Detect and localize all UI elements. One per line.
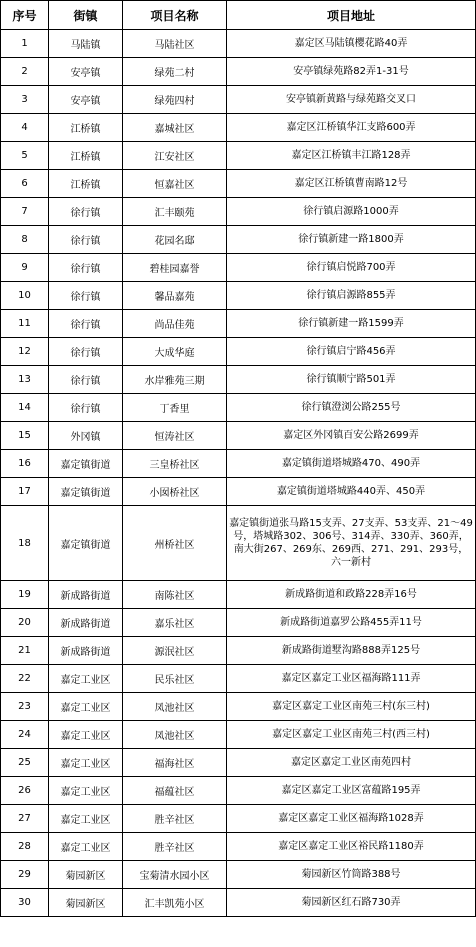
table-row [1,805,476,833]
row-project-name-cell: 汇丰颐苑 [123,198,227,226]
table-row [1,609,476,637]
row-index-cell: 13 [1,366,49,394]
row-town-cell: 徐行镇 [49,254,123,282]
row-address-cell: 嘉定区嘉定工业区富蕴路195弄 [227,777,476,805]
row-project-name-cell: 福蕴社区 [123,777,227,805]
table-row [1,749,476,777]
row-project-name-cell: 绿苑四村 [123,86,227,114]
table-row [1,721,476,749]
row-index-cell: 26 [1,777,49,805]
row-town-cell: 嘉定工业区 [49,665,123,693]
row-index-cell: 11 [1,310,49,338]
row-address-cell: 嘉定区嘉定工业区福海路111弄 [227,665,476,693]
row-index-cell: 7 [1,198,49,226]
row-address-cell: 徐行镇启源路1000弄 [227,198,476,226]
row-town-cell: 外冈镇 [49,422,123,450]
table-row [1,450,476,478]
row-index-cell: 30 [1,889,49,917]
row-project-name-cell: 小囡桥社区 [123,478,227,506]
table-row [1,226,476,254]
table-row [1,777,476,805]
row-address-cell: 徐行镇顺宁路501弄 [227,366,476,394]
table-row [1,366,476,394]
row-town-cell: 安亭镇 [49,58,123,86]
row-index-cell: 25 [1,749,49,777]
row-address-cell: 嘉定区江桥镇丰江路128弄 [227,142,476,170]
row-index-cell: 19 [1,581,49,609]
table-row [1,338,476,366]
table-row [1,665,476,693]
row-project-name-cell: 大成华庭 [123,338,227,366]
row-address-cell: 新成路街道嘉罗公路455弄11号 [227,609,476,637]
row-project-name-cell: 汇丰凯苑小区 [123,889,227,917]
row-address-cell: 嘉定区江桥镇华江支路600弄 [227,114,476,142]
row-address-cell: 安亭镇绿苑路82弄1-31号 [227,58,476,86]
row-town-cell: 新成路街道 [49,581,123,609]
row-project-name-cell: 恒嘉社区 [123,170,227,198]
row-project-name-cell: 绿苑二村 [123,58,227,86]
row-project-name-cell: 尚品佳苑 [123,310,227,338]
row-index-cell: 22 [1,665,49,693]
table-row [1,58,476,86]
table-row [1,310,476,338]
table-row [1,478,476,506]
table-row [1,142,476,170]
row-town-cell: 徐行镇 [49,394,123,422]
row-address-cell: 菊园新区红石路730弄 [227,889,476,917]
row-town-cell: 嘉定镇街道 [49,450,123,478]
table-row [1,198,476,226]
row-address-cell: 嘉定区外冈镇百安公路2699弄 [227,422,476,450]
row-town-cell: 嘉定镇街道 [49,506,123,581]
header-row [1,1,476,30]
header-project-name: 项目名称 [123,1,227,30]
row-address-cell: 安亭镇新黄路与绿苑路交叉口 [227,86,476,114]
row-address-cell: 嘉定区嘉定工业区南苑三村(东三村) [227,693,476,721]
row-index-cell: 6 [1,170,49,198]
row-town-cell: 嘉定镇街道 [49,478,123,506]
row-index-cell: 23 [1,693,49,721]
row-address-cell: 嘉定区嘉定工业区福海路1028弄 [227,805,476,833]
row-town-cell: 江桥镇 [49,170,123,198]
header-index: 序号 [1,1,49,30]
row-town-cell: 徐行镇 [49,366,123,394]
table-body [1,30,476,917]
table-row [1,394,476,422]
row-address-cell: 新成路街道墅沟路888弄125号 [227,637,476,665]
row-project-name-cell: 凤池社区 [123,721,227,749]
row-index-cell: 29 [1,861,49,889]
row-project-name-cell: 水岸雅苑三期 [123,366,227,394]
row-address-cell: 嘉定镇街道张马路15支弄、27支弄、53支弄、21～49号，塔城路302、306号、314弄、330弄、360弄，南大街267、269东、269西、271、291、293号，六一新村 [227,506,476,581]
row-town-cell: 新成路街道 [49,637,123,665]
row-index-cell: 16 [1,450,49,478]
row-town-cell: 江桥镇 [49,114,123,142]
table-row [1,833,476,861]
header-project-address: 项目地址 [227,1,476,30]
table-row [1,30,476,58]
row-index-cell: 20 [1,609,49,637]
row-town-cell: 徐行镇 [49,338,123,366]
row-town-cell: 徐行镇 [49,198,123,226]
row-address-cell: 徐行镇澄浏公路255号 [227,394,476,422]
row-address-cell: 徐行镇启悦路700弄 [227,254,476,282]
table-row [1,86,476,114]
row-address-cell: 菊园新区竹筒路388号 [227,861,476,889]
row-project-name-cell: 江安社区 [123,142,227,170]
row-index-cell: 21 [1,637,49,665]
row-project-name-cell: 福海社区 [123,749,227,777]
row-project-name-cell: 三皇桥社区 [123,450,227,478]
row-town-cell: 嘉定工业区 [49,749,123,777]
row-index-cell: 24 [1,721,49,749]
row-index-cell: 3 [1,86,49,114]
row-project-name-cell: 丁香里 [123,394,227,422]
row-address-cell: 嘉定区嘉定工业区裕民路1180弄 [227,833,476,861]
row-index-cell: 8 [1,226,49,254]
row-address-cell: 徐行镇启源路855弄 [227,282,476,310]
row-index-cell: 18 [1,506,49,581]
row-address-cell: 新成路街道和政路228弄16号 [227,581,476,609]
row-index-cell: 15 [1,422,49,450]
table-row [1,889,476,917]
row-project-name-cell: 嘉城社区 [123,114,227,142]
row-project-name-cell: 恒涛社区 [123,422,227,450]
row-town-cell: 安亭镇 [49,86,123,114]
row-town-cell: 嘉定工业区 [49,833,123,861]
row-project-name-cell: 花园名邸 [123,226,227,254]
row-town-cell: 菊园新区 [49,889,123,917]
row-address-cell: 嘉定区嘉定工业区南苑四村 [227,749,476,777]
row-index-cell: 17 [1,478,49,506]
table-row [1,170,476,198]
row-index-cell: 4 [1,114,49,142]
header-town: 街镇 [49,1,123,30]
row-index-cell: 2 [1,58,49,86]
row-index-cell: 12 [1,338,49,366]
row-project-name-cell: 州桥社区 [123,506,227,581]
row-project-name-cell: 胜辛社区 [123,833,227,861]
row-project-name-cell: 碧桂园嘉誉 [123,254,227,282]
row-address-cell: 嘉定镇街道塔城路470、490弄 [227,450,476,478]
table-row [1,114,476,142]
row-project-name-cell: 馨品嘉苑 [123,282,227,310]
row-index-cell: 28 [1,833,49,861]
table-row [1,693,476,721]
table-row [1,506,476,581]
row-town-cell: 嘉定工业区 [49,693,123,721]
row-town-cell: 马陆镇 [49,30,123,58]
row-project-name-cell: 源泯社区 [123,637,227,665]
row-town-cell: 嘉定工业区 [49,805,123,833]
row-address-cell: 嘉定区嘉定工业区南苑三村(西三村) [227,721,476,749]
table-row [1,254,476,282]
row-address-cell: 徐行镇新建一路1800弄 [227,226,476,254]
row-index-cell: 9 [1,254,49,282]
row-project-name-cell: 南陈社区 [123,581,227,609]
row-town-cell: 徐行镇 [49,310,123,338]
row-project-name-cell: 胜辛社区 [123,805,227,833]
table-row [1,861,476,889]
row-index-cell: 1 [1,30,49,58]
row-town-cell: 徐行镇 [49,282,123,310]
row-address-cell: 嘉定区江桥镇曹南路12号 [227,170,476,198]
row-town-cell: 徐行镇 [49,226,123,254]
row-index-cell: 14 [1,394,49,422]
row-town-cell: 嘉定工业区 [49,721,123,749]
row-address-cell: 徐行镇启宁路456弄 [227,338,476,366]
row-town-cell: 菊园新区 [49,861,123,889]
row-project-name-cell: 嘉乐社区 [123,609,227,637]
row-project-name-cell: 宝菊清水园小区 [123,861,227,889]
row-index-cell: 27 [1,805,49,833]
row-town-cell: 江桥镇 [49,142,123,170]
table-row [1,637,476,665]
row-address-cell: 嘉定镇街道塔城路440弄、450弄 [227,478,476,506]
row-project-name-cell: 民乐社区 [123,665,227,693]
table-row [1,422,476,450]
row-address-cell: 徐行镇新建一路1599弄 [227,310,476,338]
row-address-cell: 嘉定区马陆镇樱花路40弄 [227,30,476,58]
row-index-cell: 10 [1,282,49,310]
table-row [1,282,476,310]
row-town-cell: 新成路街道 [49,609,123,637]
row-town-cell: 嘉定工业区 [49,777,123,805]
row-project-name-cell: 马陆社区 [123,30,227,58]
table-row [1,581,476,609]
row-project-name-cell: 凤池社区 [123,693,227,721]
row-index-cell: 5 [1,142,49,170]
